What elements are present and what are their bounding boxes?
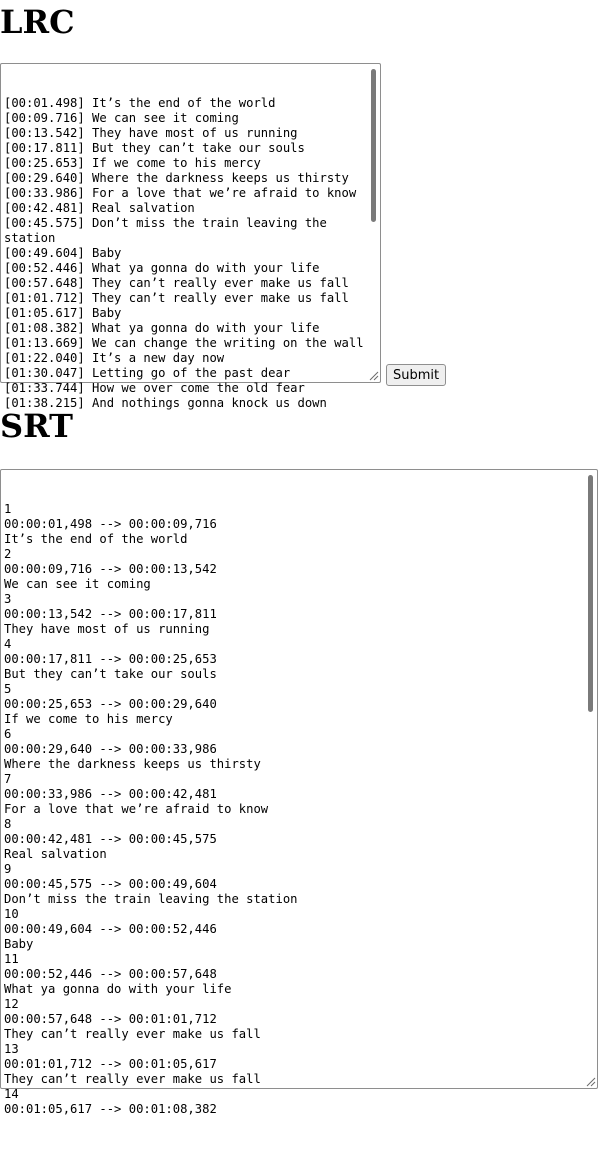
srt-heading: SRT bbox=[0, 407, 73, 445]
srt-line: 00:00:33,986 --> 00:00:42,481 bbox=[4, 787, 217, 801]
srt-line: 00:00:49,604 --> 00:00:52,446 bbox=[4, 922, 217, 936]
lrc-line: [00:33.986] For a love that we’re afraid to know bbox=[4, 186, 357, 200]
lrc-line: [00:57.648] They can’t really ever make us fall bbox=[4, 276, 349, 290]
srt-line: 00:00:29,640 --> 00:00:33,986 bbox=[4, 742, 217, 756]
srt-line: Baby bbox=[4, 937, 34, 951]
lrc-text-content bbox=[4, 96, 366, 411]
srt-line: 7 bbox=[4, 772, 12, 786]
lrc-line: [01:05.617] Baby bbox=[4, 306, 122, 320]
srt-line: 4 bbox=[4, 637, 12, 651]
resize-grip-icon[interactable] bbox=[585, 1076, 596, 1087]
lrc-line: [00:01.498] It’s the end of the world bbox=[4, 96, 276, 110]
srt-line: 00:00:42,481 --> 00:00:45,575 bbox=[4, 832, 217, 846]
lrc-heading: LRC bbox=[0, 3, 75, 41]
srt-line: 00:01:05,617 --> 00:01:08,382 bbox=[4, 1102, 217, 1116]
lrc-line: [01:08.382] What ya gonna do with your life bbox=[4, 321, 320, 335]
srt-textarea[interactable] bbox=[0, 469, 598, 1116]
lrc-line: [00:52.446] What ya gonna do with your life bbox=[4, 261, 320, 275]
srt-line: 00:00:01,498 --> 00:00:09,716 bbox=[4, 517, 217, 531]
lrc-line: [00:09.716] We can see it coming bbox=[4, 111, 239, 125]
srt-line: 00:00:25,653 --> 00:00:29,640 bbox=[4, 697, 217, 711]
srt-line: 00:01:01,712 --> 00:01:05,617 bbox=[4, 1057, 217, 1071]
srt-line: 5 bbox=[4, 682, 12, 696]
lrc-line: [00:49.604] Baby bbox=[4, 246, 122, 260]
srt-line: 14 bbox=[4, 1087, 19, 1101]
srt-line: 8 bbox=[4, 817, 12, 831]
lrc-line: [00:42.481] Real salvation bbox=[4, 201, 195, 215]
srt-line: Where the darkness keeps us thirsty bbox=[4, 757, 261, 771]
srt-line: Don’t miss the train leaving the station bbox=[4, 892, 298, 906]
lrc-line: [01:13.669] We can change the writing on the wall bbox=[4, 336, 364, 350]
lrc-line: [01:01.712] They can’t really ever make us fall bbox=[4, 291, 349, 305]
lrc-line: [00:17.811] But they can’t take our souls bbox=[4, 141, 305, 155]
srt-line: 6 bbox=[4, 727, 12, 741]
srt-line: 10 bbox=[4, 907, 19, 921]
srt-line: But they can’t take our souls bbox=[4, 667, 217, 681]
lrc-line: [01:22.040] It’s a new day now bbox=[4, 351, 225, 365]
srt-line: What ya gonna do with your life bbox=[4, 982, 232, 996]
srt-line: 00:00:57,648 --> 00:01:01,712 bbox=[4, 1012, 217, 1026]
srt-line: 00:00:45,575 --> 00:00:49,604 bbox=[4, 877, 217, 891]
srt-line: 00:00:09,716 --> 00:00:13,542 bbox=[4, 562, 217, 576]
submit-button[interactable]: Submit bbox=[386, 364, 446, 386]
lrc-textarea[interactable] bbox=[0, 63, 381, 410]
srt-scrollbar-thumb[interactable] bbox=[588, 475, 593, 712]
srt-line: 1 bbox=[4, 502, 12, 516]
srt-line: 11 bbox=[4, 952, 19, 966]
srt-line: They can’t really ever make us fall bbox=[4, 1072, 261, 1086]
lrc-line: [01:30.047] Letting go of the past dear bbox=[4, 366, 291, 380]
lrc-line: [01:38.215] And nothings gonna knock us down bbox=[4, 396, 327, 410]
srt-line: 12 bbox=[4, 997, 19, 1011]
srt-line: 13 bbox=[4, 1042, 19, 1056]
lrc-scrollbar-thumb[interactable] bbox=[371, 69, 376, 222]
srt-line: Real salvation bbox=[4, 847, 107, 861]
srt-line: 00:00:13,542 --> 00:00:17,811 bbox=[4, 607, 217, 621]
srt-line: 00:00:52,446 --> 00:00:57,648 bbox=[4, 967, 217, 981]
srt-line: They can’t really ever make us fall bbox=[4, 1027, 261, 1041]
srt-line: If we come to his mercy bbox=[4, 712, 173, 726]
lrc-line: [00:13.542] They have most of us running bbox=[4, 126, 298, 140]
srt-line: 3 bbox=[4, 592, 12, 606]
srt-line: 00:00:17,811 --> 00:00:25,653 bbox=[4, 652, 217, 666]
lrc-line: [00:29.640] Where the darkness keeps us thirsty bbox=[4, 171, 349, 185]
lrc-line: [00:25.653] If we come to his mercy bbox=[4, 156, 261, 170]
srt-line: For a love that we’re afraid to know bbox=[4, 802, 269, 816]
srt-line: 9 bbox=[4, 862, 12, 876]
srt-line: We can see it coming bbox=[4, 577, 151, 591]
srt-line: They have most of us running bbox=[4, 622, 210, 636]
lrc-line: [01:33.744] How we over come the old fear bbox=[4, 381, 305, 395]
lrc-line: [00:45.575] Don’t miss the train leaving the station bbox=[4, 216, 335, 245]
resize-grip-icon[interactable] bbox=[368, 370, 379, 381]
srt-line: 2 bbox=[4, 547, 12, 561]
srt-line: It’s the end of the world bbox=[4, 532, 188, 546]
srt-text-content bbox=[4, 502, 583, 1117]
